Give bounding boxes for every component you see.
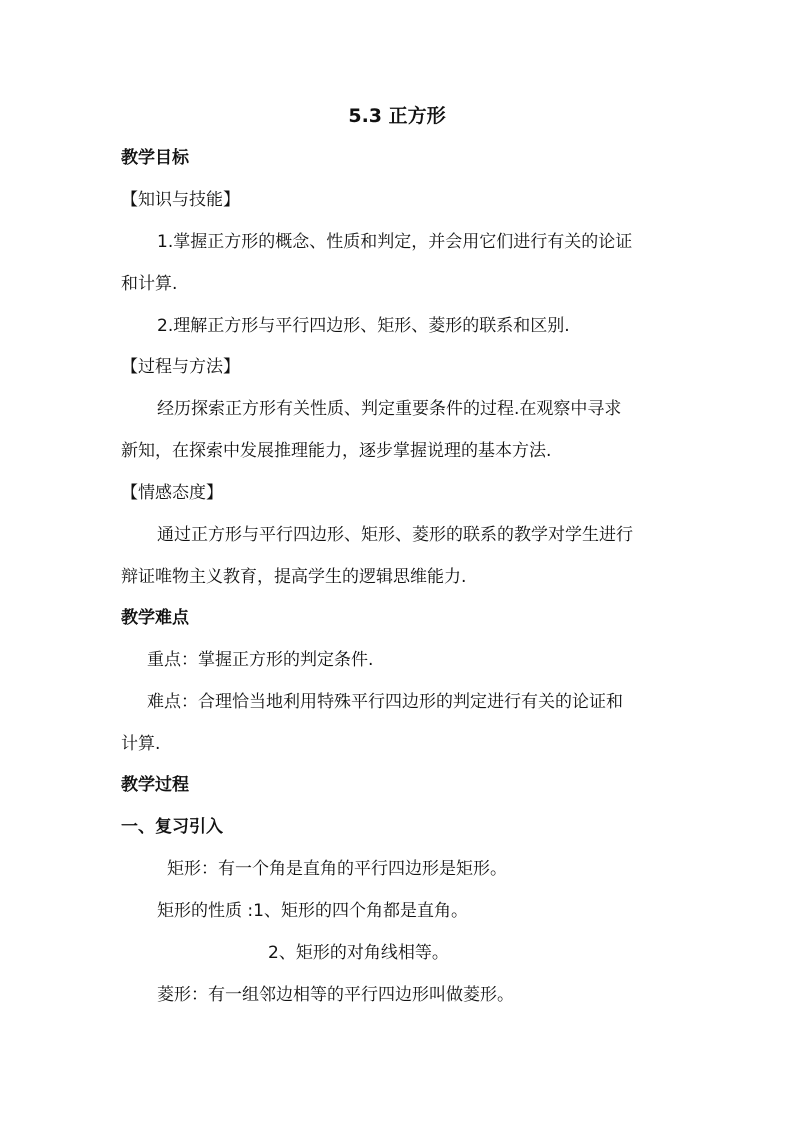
process-method-b: 新知，在探索中发展推理能力，逐步掌握说理的基本方法. [121,441,552,461]
knowledge-heading: 【知识与技能】 [121,190,240,210]
rhombus-definition: 菱形：有一组邻边相等的平行四边形叫做菱形。 [157,985,514,1005]
rectangle-definition: 矩形：有一个角是直角的平行四边形是矩形。 [167,859,507,879]
emotion-a: 通过正方形与平行四边形、矩形、菱形的联系的教学对学生进行 [157,525,633,545]
section-heading-difficulty: 教学难点 [121,608,189,628]
document-title: 5.3 正方形 [348,105,446,127]
knowledge-item-1a: 1.掌握正方形的概念、性质和判定，并会用它们进行有关的论证 [157,232,633,252]
section-heading-process: 教学过程 [121,775,189,795]
difficult-point-a: 难点：合理恰当地利用特殊平行四边形的判定进行有关的论证和 [147,692,623,712]
emotion-heading: 【情感态度】 [121,483,223,503]
process-method-a: 经历探索正方形有关性质、判定重要条件的过程.在观察中寻求 [157,399,622,419]
knowledge-item-1b: 和计算. [121,274,178,294]
knowledge-item-2: 2.理解正方形与平行四边形、矩形、菱形的联系和区别. [157,316,570,336]
process-method-heading: 【过程与方法】 [121,357,240,377]
difficult-point-b: 计算. [121,734,161,754]
section-heading-goals: 教学目标 [121,148,189,168]
review-heading: 一、复习引入 [121,817,223,837]
emotion-b: 辩证唯物主义教育，提高学生的逻辑思维能力. [121,567,467,587]
rectangle-property-2: 2、矩形的对角线相等。 [268,943,449,963]
rectangle-property-1: 矩形的性质 :1、矩形的四个角都是直角。 [157,901,468,921]
key-point: 重点：掌握正方形的判定条件. [147,650,374,670]
